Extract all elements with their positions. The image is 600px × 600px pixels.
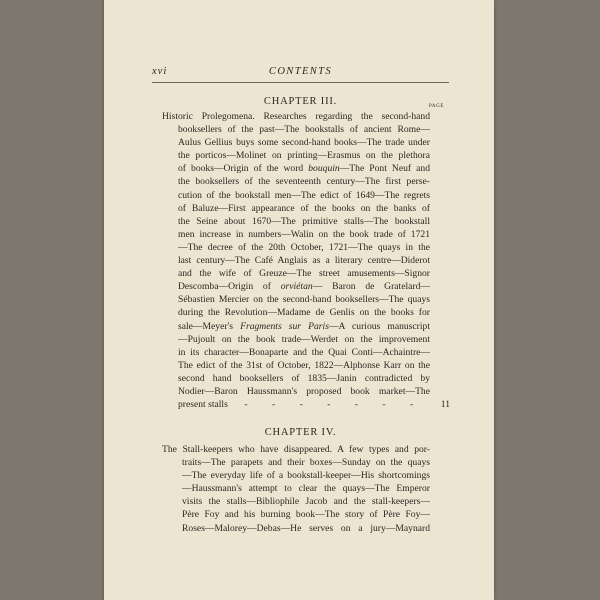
- summary-line: second hand booksellers of 1835—Janin contradicted by: [178, 372, 430, 384]
- chapter-3-title: CHAPTER III.: [263, 96, 338, 107]
- summary-line: during the Revolution—Madame de Genlis on the books for: [178, 307, 430, 319]
- chapter-4-title: CHAPTER IV.: [264, 427, 337, 438]
- summary-text: of books—Origin of the word: [178, 163, 309, 175]
- summary-line: last century—The Café Anglais as a literary centre—Diderot: [178, 255, 430, 267]
- summary-line: The Stall-keepers who have disappeared. A few types and por-: [162, 444, 430, 455]
- summary-line: Roses—Malorey—Debas—He serves on a jury—Maynard: [182, 522, 430, 534]
- summary-line: Père Foy and his burning book—The story of Père Foy—: [182, 509, 430, 521]
- running-head: [152, 66, 449, 82]
- summary-italic: Fragments sur Paris: [240, 320, 329, 332]
- summary-italic: orviétan: [280, 281, 313, 293]
- summary-text: —A curious manuscript: [328, 320, 430, 332]
- page-column-label: PAGE: [429, 104, 444, 109]
- summary-line: in its character—Bonaparte and the Quai Conti—Achaintre—: [178, 346, 430, 358]
- summary-line: of Baluze—First appearance of the books on the banks of: [178, 202, 430, 214]
- summary-line: men increase in numbers—Walin on the book trade of 1721: [178, 228, 430, 240]
- summary-last-line: [168, 398, 450, 411]
- summary-line: traits—The parapets and their boxes—Sunday on the quays: [182, 457, 430, 469]
- summary-line: Historic Prolegomena. Researches regarding the second-hand: [162, 111, 430, 122]
- summary-text: sale—Meyer's: [178, 320, 241, 332]
- summary-line: —The everyday life of a bookstall-keeper—His shortcomings: [182, 470, 430, 482]
- page-reference: 11: [440, 399, 450, 411]
- page-number: xvi: [152, 66, 168, 77]
- chapter-3-summary: [162, 110, 450, 411]
- summary-line: Aulus Gellius buys some second-hand books—The trade under: [178, 137, 430, 149]
- summary-italic: bouquin: [308, 163, 340, 175]
- summary-line: —The decree of the 20th October, 1721—The quays in the: [178, 241, 430, 253]
- summary-line: [168, 162, 430, 175]
- summary-line: booksellers of the past—The bookstalls of ancient Rome—: [178, 124, 430, 136]
- summary-line: [168, 280, 430, 293]
- dot-leader: - - - - - - -: [244, 399, 425, 411]
- summary-text: present stalls: [178, 399, 228, 411]
- summary-line: and the wife of Greuze—The street amusements—Signor: [178, 268, 430, 280]
- summary-line: the booksellers of the seventeenth century—The first perse-: [178, 176, 430, 188]
- chapter-4-summary: [162, 443, 430, 535]
- summary-line: the porticos—Molinet on printing—Erasmus on the plethora: [178, 150, 430, 162]
- summary-line: Nodier—Baron Haussmann's proposed book market—The: [178, 385, 430, 397]
- summary-line: [168, 320, 430, 333]
- running-head-title: CONTENTS: [268, 66, 333, 77]
- summary-line: the Seine about 1670—The primitive stalls—The bookstall: [178, 215, 430, 227]
- summary-line: cution of the bookstall men—The edict of 1649—The regrets: [178, 189, 430, 201]
- summary-line: The edict of the 31st of October, 1822—Alphonse Karr on the: [178, 359, 430, 371]
- summary-text: —The Pont Neuf and: [339, 163, 430, 175]
- head-rule: [152, 82, 449, 83]
- summary-line: —Haussmann's attempt to clear the quays—The Emperor: [182, 483, 430, 495]
- book-page: [104, 0, 494, 600]
- summary-text: — Baron de Gratelard—: [312, 281, 430, 293]
- summary-line: visits the stalls—Bibliophile Jacob and the stall-keepers—: [182, 496, 430, 508]
- summary-line: Sébastien Mercier on the second-hand booksellers—The quays: [178, 294, 430, 306]
- summary-text: Descomba—Origin of: [178, 281, 281, 293]
- summary-line: —Pujoult on the book trade—Werdet on the improvement: [178, 333, 430, 345]
